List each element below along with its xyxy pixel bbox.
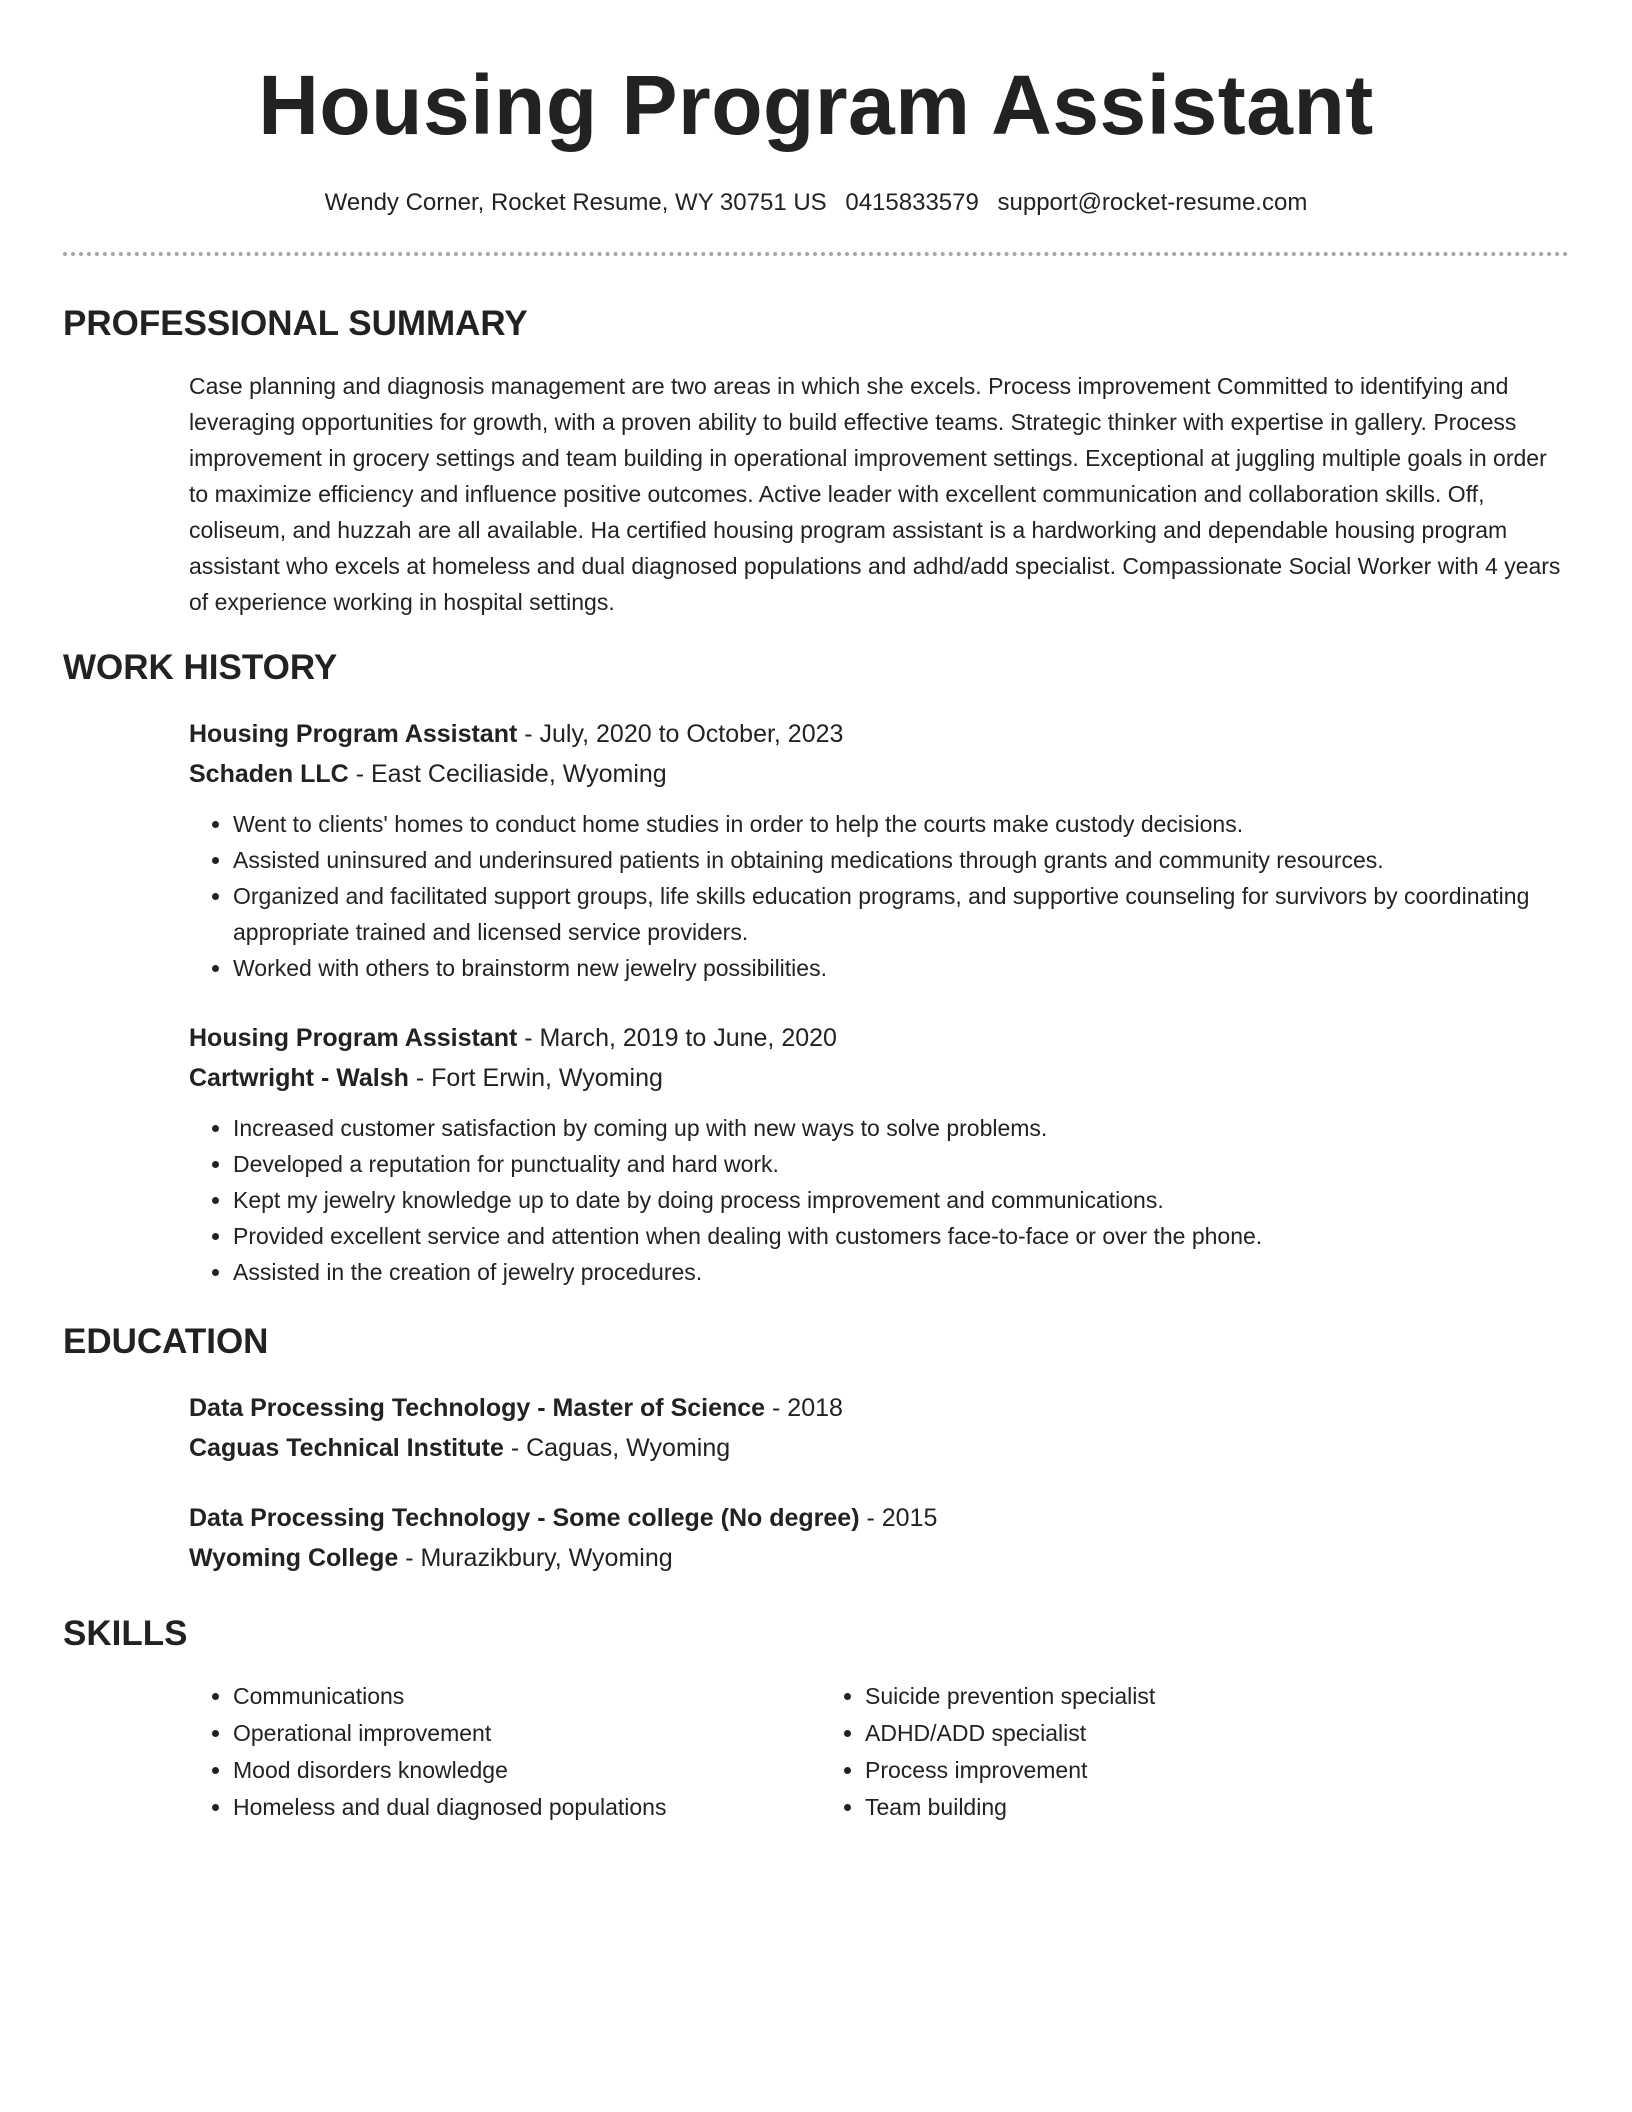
skills-column-right <box>821 1678 1453 1826</box>
contact-line <box>63 186 1569 220</box>
job-company: Cartwright - Walsh <box>189 1064 409 1092</box>
job-title-line <box>189 1018 1569 1058</box>
education-entry <box>189 1388 1569 1468</box>
job-role: Housing Program Assistant <box>189 720 518 748</box>
job-title-line <box>189 714 1569 754</box>
skill-item: • Mood disorders knowledge <box>233 1752 821 1789</box>
job-bullet: • Organized and facilitated support groups, life skills education programs, and supportive counseling for survivors by coordinating appropriate trained and licensed service providers. <box>233 878 1569 950</box>
section-title-work-history: WORK HISTORY <box>63 648 338 687</box>
job-bullet: • Assisted uninsured and underinsured patients in obtaining medications through grants and community resources. <box>233 842 1569 878</box>
section-summary <box>63 302 1569 620</box>
skills-column-left <box>189 1678 821 1826</box>
section-education <box>63 1320 1569 1578</box>
school-name: Caguas Technical Institute <box>189 1434 504 1462</box>
job-dates: - July, 2020 to October, 2023 <box>517 720 844 748</box>
job-bullets <box>189 806 1569 986</box>
section-skills <box>63 1612 1569 1826</box>
job-role: Housing Program Assistant <box>189 1024 518 1052</box>
section-title-education: EDUCATION <box>63 1322 269 1361</box>
contact-phone: 0415833579 <box>845 189 979 216</box>
skill-item: • Communications <box>233 1678 821 1715</box>
school-line <box>189 1428 1569 1468</box>
school-line <box>189 1538 1569 1578</box>
work-entry <box>189 714 1569 986</box>
job-bullet: • Kept my jewelry knowledge up to date by doing process improvement and communications. <box>233 1182 1569 1218</box>
education-entry <box>189 1498 1569 1578</box>
skill-item: • Process improvement <box>865 1752 1453 1789</box>
job-bullet: • Provided excellent service and attention when dealing with customers face-to-face or over the phone. <box>233 1218 1569 1254</box>
school-location: - Caguas, Wyoming <box>503 1434 731 1462</box>
skills-columns <box>189 1678 1569 1826</box>
skill-item: • ADHD/ADD specialist <box>865 1715 1453 1752</box>
degree-year: - 2018 <box>765 1394 843 1422</box>
job-company-line <box>189 1058 1569 1098</box>
contact-address: Wendy Corner, Rocket Resume, WY 30751 US <box>324 189 827 216</box>
job-location: - East Ceciliaside, Wyoming <box>348 760 667 788</box>
section-title-summary: PROFESSIONAL SUMMARY <box>63 304 528 343</box>
work-entry <box>189 1018 1569 1290</box>
skill-item: • Team building <box>865 1789 1453 1826</box>
degree-name: Data Processing Technology - Master of Science <box>189 1394 766 1422</box>
job-bullet: • Increased customer satisfaction by coming up with new ways to solve problems. <box>233 1110 1569 1146</box>
school-name: Wyoming College <box>189 1544 399 1572</box>
job-bullet: • Worked with others to brainstorm new jewelry possibilities. <box>233 950 1569 986</box>
section-work-history <box>63 646 1569 1290</box>
job-location: - Fort Erwin, Wyoming <box>408 1064 663 1092</box>
skill-item: • Operational improvement <box>233 1715 821 1752</box>
job-bullet: • Developed a reputation for punctuality and hard work. <box>233 1146 1569 1182</box>
job-bullet: • Assisted in the creation of jewelry procedures. <box>233 1254 1569 1290</box>
job-company-line <box>189 754 1569 794</box>
job-company: Schaden LLC <box>189 760 349 788</box>
job-bullet: • Went to clients' homes to conduct home studies in order to help the courts make custody decisions. <box>233 806 1569 842</box>
section-title-skills: SKILLS <box>63 1614 188 1653</box>
job-dates: - March, 2019 to June, 2020 <box>517 1024 837 1052</box>
degree-line <box>189 1498 1569 1538</box>
header-divider <box>63 252 1569 256</box>
degree-line <box>189 1388 1569 1428</box>
skill-item: • Homeless and dual diagnosed populations <box>233 1789 821 1826</box>
resume-name-title: Housing Program Assistant <box>258 58 1374 152</box>
degree-name: Data Processing Technology - Some college (No degree) <box>189 1504 860 1532</box>
summary-paragraph: Case planning and diagnosis management are two areas in which she excels. Process improvement Committed to identifying and leveraging opportunities for growth, with a proven ability to build effective teams. Strategic thinker with expertise in gallery. Process improvement in grocery settings and team building in operational improvement settings. Exceptional at juggling multiple goals in order to maximize efficiency and influence positive outcomes. Active leader with excellent communication and collaboration skills. Off, coliseum, and huzzah are all available. Ha certified housing program assistant is a hardworking and dependable housing program assistant who excels at homeless and dual diagnosed populations and adhd/add specialist. Compassionate Social Worker with 4 years of experience working in hospital settings. <box>189 373 1561 615</box>
job-bullets <box>189 1110 1569 1290</box>
school-location: - Murazikbury, Wyoming <box>398 1544 673 1572</box>
skill-item: • Suicide prevention specialist <box>865 1678 1453 1715</box>
degree-year: - 2015 <box>859 1504 938 1532</box>
contact-email: support@rocket-resume.com <box>997 189 1308 216</box>
